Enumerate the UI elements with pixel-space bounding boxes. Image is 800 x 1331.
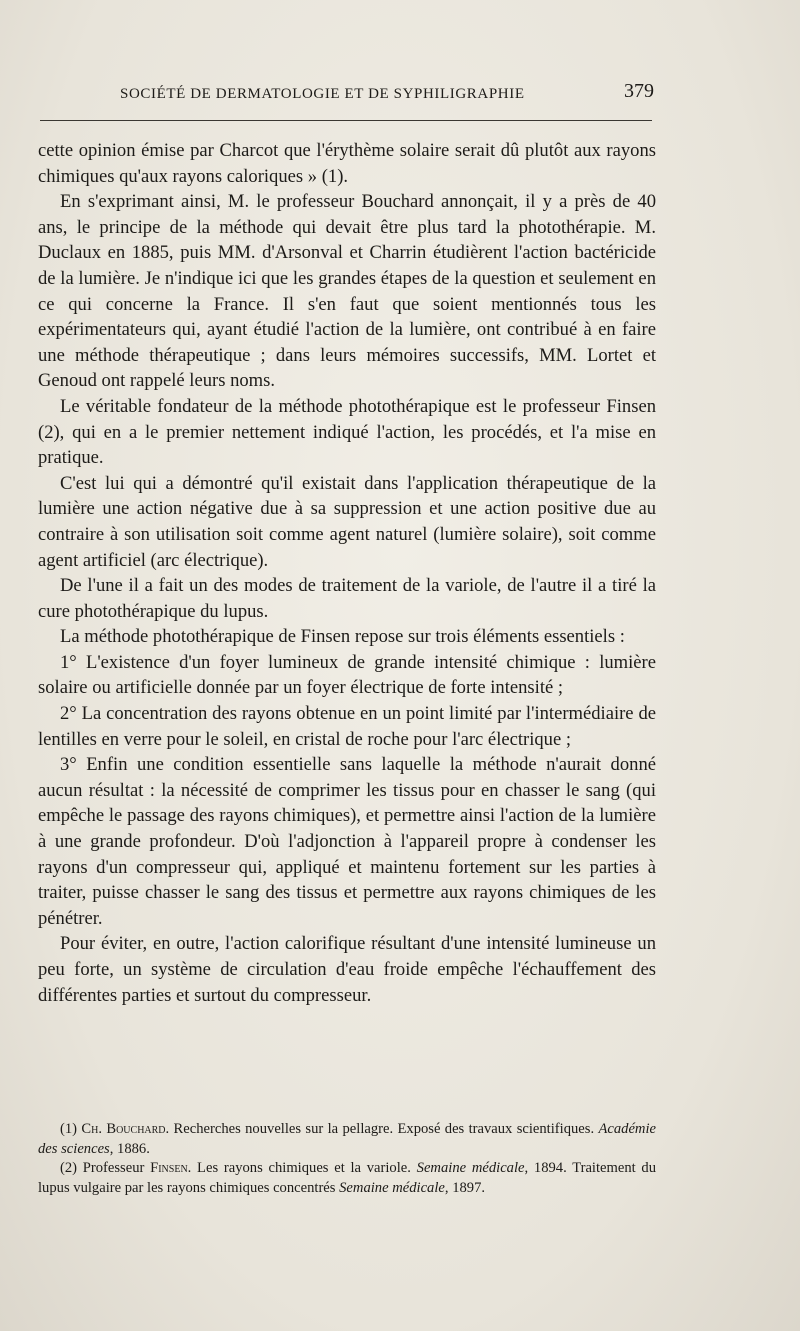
paragraph: La méthode photothérapique de Finsen repose sur trois éléments essentiels : — [60, 626, 625, 648]
paragraph: En s'exprimant ainsi, M. le professeur Bouchard annonçait, il y a près de 40 ans, le principe de la méthode qui devait être plus tard la photothérapie. M. Duclaux en 1885, puis MM. d'Arsonval et Charrin étudièrent l'action bactéricide de la lumière. Je n'indique ici que les grandes étapes de la question et seulement en ce qui concerne la France. Il s'en faut que soient mentionnés tous les expérimentateurs qui, ayant étudié l'action de la lumière, ont contribué à en faire une méthode thérapeutique ; dans leurs mémoires successifs, MM. Lortet et Genoud ont rappelé leurs noms. — [38, 191, 656, 392]
list-item: 2° La concentration des rayons obtenue en un point limité par l'intermédiaire de lentilles en verre pour le soleil, en cristal de roche pour l'arc électrique ; — [38, 703, 656, 750]
paragraph: Le véritable fondateur de la méthode photothérapique est le professeur Finsen (2), qui en a le premier nettement indiqué l'action, les procédés, et l'a mise en pratique. — [38, 395, 656, 469]
footnote-number: (1) — [60, 1121, 78, 1137]
list-item: 1° L'existence d'un foyer lumineux de grande intensité chimique : lumière solaire ou artificielle donnée par un foyer électrique de forte intensité ; — [38, 651, 656, 699]
footnote-source: Académie des sciences — [38, 1121, 657, 1157]
paragraph: cette opinion émise par Charcot que l'érythème solaire serait dû plutôt aux rayons chimiques qu'aux rayons caloriques » (1). — [38, 140, 656, 187]
footnote-prefix: Professeur — [77, 1160, 151, 1177]
footnote-author: Finsen. — [150, 1160, 192, 1177]
footnote-number: (2) — [60, 1160, 78, 1177]
running-head: SOCIÉTÉ DE DERMATOLOGIE ET DE SYPHILIGRAPHIE — [120, 86, 525, 102]
paragraph: Pour éviter, en outre, l'action calorifique résultant d'une intensité lumineuse un peu forte, un système de circulation d'eau froide empêche l'échauffement des différentes parties et surtout du compresseur. — [38, 933, 656, 1006]
footnote-middle: , 1894. Traitement du lupus vulgaire par les rayons chimiques concentrés — [38, 1160, 657, 1196]
footnote-2 — [38, 1159, 656, 1198]
list-item: 3° Enfin une condition essentielle sans laquelle la méthode n'aurait donné aucun résultat : la nécessité de comprimer les tissus pour en chasser le sang (qui empêche le passage des rayons chimiques), et permettre ainsi l'action de la lumière à une grande profondeur. D'où l'adjonction à l'appareil propre à condenser les rayons d'un compresseur qui, appliqué et maintenu fortement sur les parties à traiter, puisse chasser le sang des tissus et permettre aux rayons chimiques de les pénétrer. — [38, 754, 656, 929]
body-text — [38, 138, 656, 1008]
footnote-source-2: Semaine médicale — [339, 1179, 445, 1196]
footnote-end: , 1897. — [444, 1179, 486, 1196]
page-header — [100, 80, 656, 110]
footnote-text: Recherches nouvelles sur la pellagre. Exposé des travaux scientifiques. — [169, 1121, 599, 1137]
footnote-end: , 1886. — [109, 1140, 150, 1157]
footnote-text: Les rayons chimiques et la variole. — [191, 1160, 417, 1177]
paragraph: De l'une il a fait un des modes de traitement de la variole, de l'autre il a tiré la cure photothérapique du lupus. — [38, 575, 656, 622]
footnote-1 — [38, 1120, 656, 1159]
paragraph: C'est lui qui a démontré qu'il existait dans l'application thérapeutique de la lumière une action négative due à sa suppression et une action positive due au contraire à son utilisation soit comme agent naturel (lumière solaire), soit comme agent artificiel (arc électrique). — [38, 472, 656, 571]
header-rule — [40, 120, 652, 121]
page-number: 379 — [624, 80, 654, 102]
footnote-source: Semaine médicale — [416, 1160, 525, 1177]
footnote-author: Ch. Bouchard. — [81, 1121, 170, 1137]
footnotes — [38, 1120, 656, 1198]
